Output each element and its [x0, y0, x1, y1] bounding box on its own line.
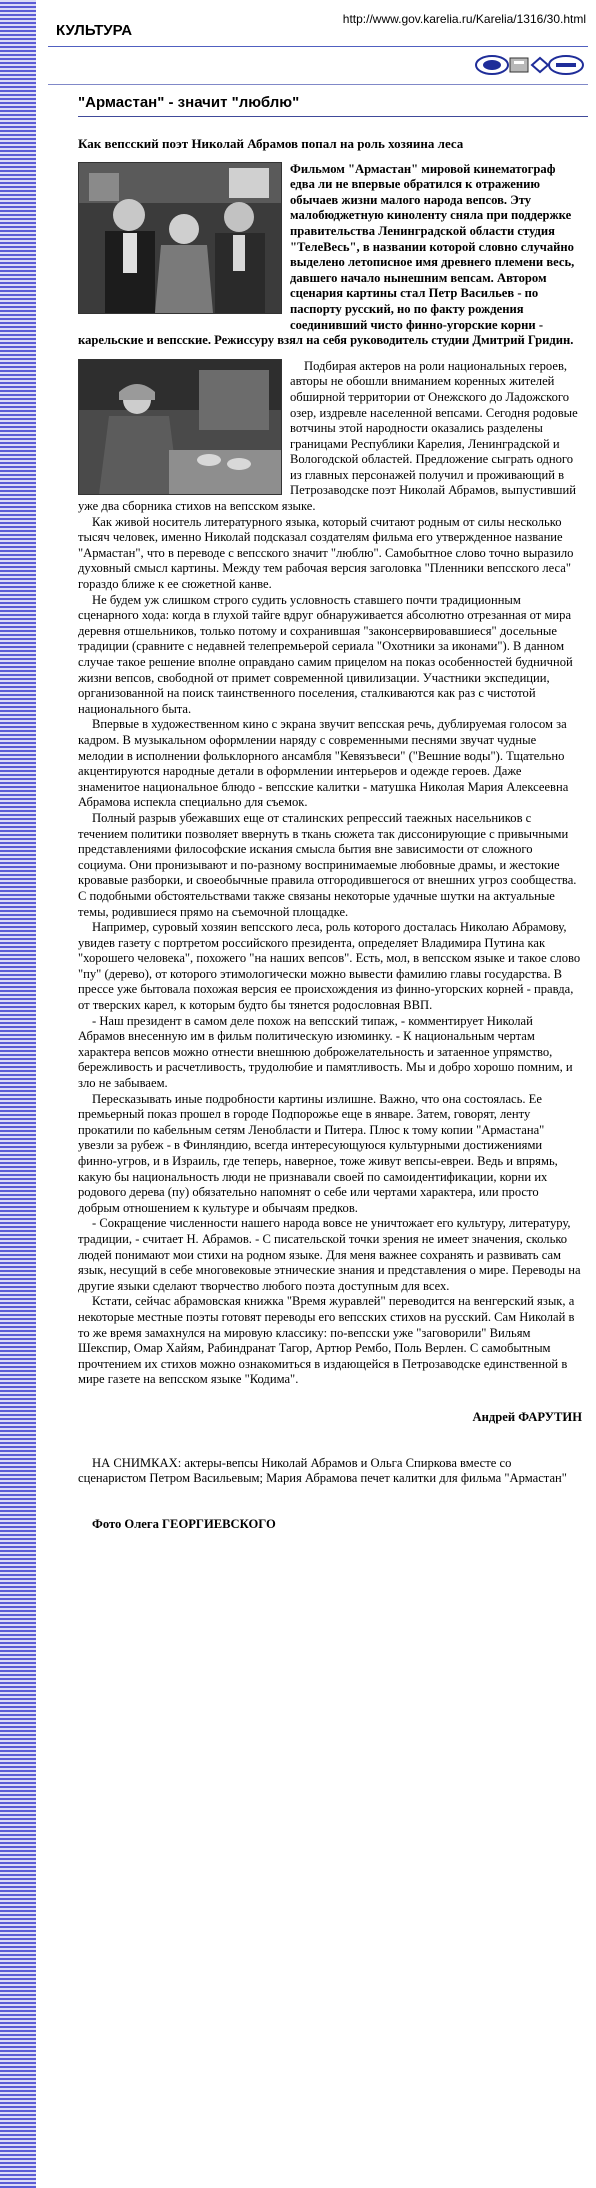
article-paragraph: Пересказывать иные подробности картины излишне. Важно, что она состоялась. Ее премьерный показ прошел в городе Подпорожье еще в январе. Затем, говорят, ленту прокатили по кабельным сетям Ленобласти и Питера. Плюс к тому копии "Армастана" увезли за рубеж - в Финляндию, всегда интересующуюся культурными достижениями финно-угров, и в Израиль, где теперь, наверное, тоже живут вепсы-евреи. Ведь и впрямь, какую бы национальность люди не признавали своей по самоидентификации, корни их родового дерева (пу) обязательно напомнят о себе или чертами характера, или просто добрым отношением к культуре и обычаям предков. — [78, 1091, 558, 1215]
photo-caption: НА СНИМКАХ: актеры-вепсы Николай Абрамов и Ольга Спиркова вместе со сценаристом Петром Васильевым; Мария Абрамова печет калитки для фильма "Армастан" — [78, 1455, 567, 1486]
article-paragraph: Как живой носитель литературного языка, который считают родным от силы несколько тысяч человек, именно Николай подсказал создателям фильма его утвержденное название "Армастан", что в переводе с вепсского значит "люблю". Самобытное слово точно выразило духовный смысл картины. Между тем рабочая версия заголовка "Пленники вепсского леса" гораздо ближе к ее сюжетной канве. — [78, 514, 574, 592]
article-paragraph: Кстати, сейчас абрамовская книжка "Время журавлей" переводится на венгерский язык, а некоторые местные поэты готовят переводы его вепсских стихов на русский. Сам Николай в то же время замахнулся на мировую классику: по-вепсски уже "заговорили" Вильям Шекспир, Омар Хайям, Рабиндранат Тагор, Артюр Рембо, Поль Верлен. С самобытным прочтением их стихов можно ознакомиться в издающейся в Петрозаводске единственной в мире газете на вепсском языке "Кодима". — [78, 1294, 575, 1387]
article-body — [78, 128, 582, 1532]
article-author: Андрей ФАРУТИН — [472, 1409, 582, 1424]
photo-credit: Фото Олега ГЕОРГИЕВСКОГО — [92, 1516, 276, 1531]
section-label: КУЛЬТУРА — [56, 22, 133, 39]
article-paragraph: Подбирая актеров на роли национальных героев, авторы не обошли вниманием коренных жителей обширной территории от Онежского до Ладожского озер, издревле населенной вепсами. Сегодня родовые вотчины этой народности оказались разделены границами Республики Карелия, Ленинградской и Вологодской областей. Предложение сыграть одного из главных персонажей получил и проживающий в Петрозаводске поэт Николай Абрамов, выпустивший уже два сборника стихов на вепсском языке. — [78, 358, 578, 514]
title-underline — [78, 116, 588, 117]
logo-divider — [48, 84, 588, 85]
article-subtitle: Как вепсский поэт Николай Абрамов попал на роль хозяина леса — [78, 136, 464, 151]
gazette-logo-icon — [474, 54, 586, 76]
article-paragraph: - Сокращение численности нашего народа вовсе не уничтожает его культуру, литературу, традиции, - считает Н. Абрамов. - С писательской точки зрения не имеет значения, сколько людей понимают мои стихи на родном языке. Для меня важнее сохранять и развивать сам язык, несущий в себе многовековые этнические знания и представления о мире. Переводы на другие языки сделают творчество любого поэта доступным для всех. — [78, 1216, 581, 1293]
photo-baking-kalitki — [78, 359, 282, 495]
article-paragraph: - Наш президент в самом деле похож на вепсский типаж, - комментирует Николай Абрамов внесенную им в фильм политическую изюминку. - К национальным чертам характера вепсов можно отнести внешнюю доброжелательность и затаенное упрямство, бережливость и расчетливость, трудолюбие и памятливость. Мы и добро хорошо помним, и зло не забываем. — [78, 1013, 573, 1091]
header-divider — [48, 46, 588, 47]
article-title: "Армастан" - значит "люблю" — [78, 94, 300, 111]
article-paragraph: Впервые в художественном кино с экрана звучит вепсская речь, дублируемая голосом за кадром. В музыкальном оформлении наряду с современными песнями звучат чудные мелодии в исполнении фольклорного ансамбля "Кевязъвеси" ("Вешние воды"). Тщательно акцентируются народные детали в оформлении интерьеров и одежде героев. Даже знаменитое национальное блюдо - вепсские калитки - матушка Николая Мария Алексеевна Абрамова испекла специально для съемок. — [78, 717, 569, 810]
page-url[interactable]: http://www.gov.karelia.ru/Karelia/1316/30.html — [342, 12, 586, 26]
photo-actors-group — [78, 162, 282, 314]
article-lead: Фильмом "Армастан" мировой кинематограф едва ли не впервые обратился к отражению обычаев жизни малого народа вепсов. Эту малобюджетную киноленту сняла при поддержке правительства Ленинградской области студия "ТелеВесь", в названии которой словно случайно выделено летописное имя древнего племени весь, давшего начало нынешним вепсам. Автором сценария картины стал Петр Васильев - по паспорту русский, но по факту рождения соединивший чисто финно-угорские корни - карельские и вепсские. Режиссуру взял на себя руководитель студии Дмитрий Гридин. — [78, 161, 575, 348]
article-paragraph: Полный разрыв убежавших еще от сталинских репрессий таежных насельников с течением политики позволяет ввернуть в ткань сюжета так диссонирующие с привычными представлениями философские искания смысла бытия вне зависимости от сложного социума. Они пронизывают и по-разному воспринимаемые любовные драмы, и жестокие кровавые разборки, и своеобычные правила отгородившегося от внешних угроз сообщества. С подобными обстоятельствами также связаны некоторые удачные шутки на актуальные темы, родившиеся прямо на съемочной площадке. — [78, 810, 577, 919]
article-paragraph: Например, суровый хозяин вепсского леса, роль которого досталась Николаю Абрамову, увидев газету с портретом российского президента, определяет Владимира Путина как "хорошего человека", похожего "на наших вепсов". Есть, мол, в вепсском языке и такое слово "пу" (дерево), от которого этимологически можно вывести фамилию главы государства. В прессе уже бытовала похожая версия ее происхождения из финно-угорских корней - правда, от тверских карел, к которым будто бы тянется родословная ВВП. — [78, 920, 581, 1013]
left-decorative-stripe — [0, 0, 36, 2188]
article-paragraph: Не будем уж слишком строго судить условность ставшего почти традиционным сценарного хода: когда в глухой тайге вдруг обнаруживается абсолютно отрезанная от мира деревня отшельников, только потому и сохранившая "законсервировавшиеся" досельные традиции (сравните с недавней телепремьерой сериала "Охотники за иконами"). В данном случае такое решение вполне оправдано самим прицелом на показ особенностей будничной жизни вепсов, свободной от примет современной цивилизации. Участники экспедиции, организованной на поиск таинственного поселения, сталкиваются как раз с чистотой национального быта. — [78, 592, 573, 716]
